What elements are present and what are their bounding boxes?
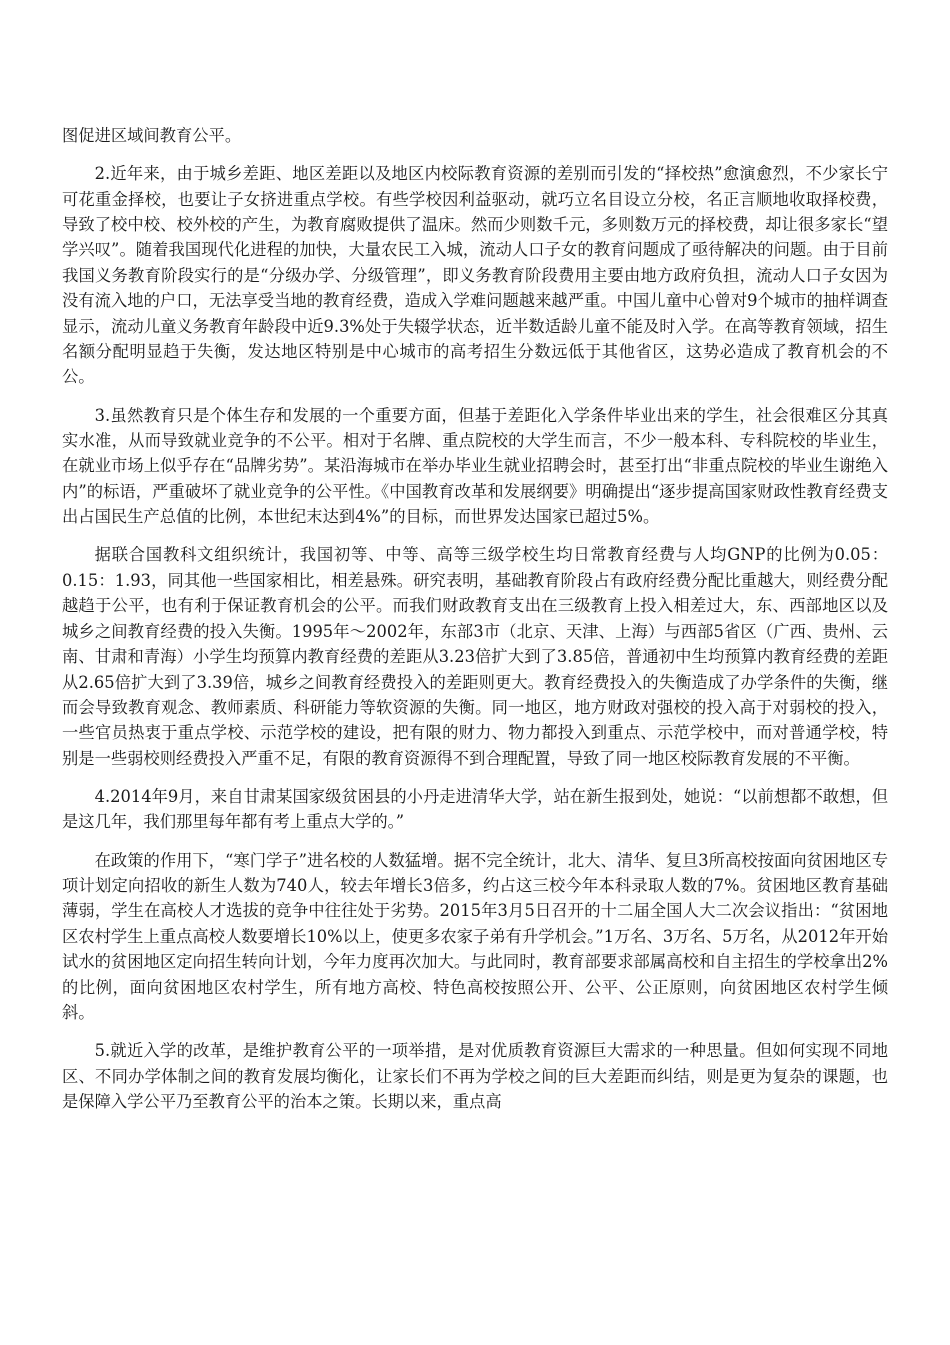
paragraph-policy-effect: 在政策的作用下，“寒门学子”进名校的人数猛增。据不完全统计，北大、清华、复旦3所高校按面向贫困地区专项计划定向招收的新生人数为740人，较去年增长3倍多，约占这三校今年本科录取人数的7%。贫困地区教育基础薄弱，学生在高校人才选拔的竞争中往往处于劣势。2015年3月5日召开的十二届全国人大二次会议指出：“贫困地区农村学生上重点高校人数要增长10%以上，使更多农家子弟有升学机会。”1万名、3万名、5万名，从2012年开始试水的贫困地区定向招生转向计划，今年力度再次加大。与此同时，教育部要求部属高校和自主招生的学校拿出2%的比例，面向贫困地区农村学生，所有地方高校、特色高校按照公开、公平、公正原则，向贫困地区农村学生倾斜。 bbox=[62, 850, 888, 1022]
paragraph-continuation: 图促进区域间教育公平。 bbox=[62, 126, 242, 145]
paragraph-tsinghua-student: 4.2014年9月，来自甘肃某国家级贫困县的小丹走进清华大学，站在新生报到处，她说：“以前想都不敢想，但是这几年，我们那里每年都有考上重点大学的。” bbox=[62, 786, 888, 832]
paragraph-school-choice: 2.近年来，由于城乡差距、地区差距以及地区内校际教育资源的差别而引发的“择校热”愈演愈烈，不少家长宁可花重金择校，也要让子女挤进重点学校。有些学校因利益驱动，就巧立名目设立分校，名正言顺地收取择校费，导致了校中校、校外校的产生，为教育腐败提供了温床。然而少则数千元，多则数万元的择校费，却让很多家长“望学兴叹”。随着我国现代化进程的加快，大量农民工入城，流动人口子女的教育问题成了亟待解决的问题。由于目前我国义务教育阶段实行的是“分级办学、分级管理”，即义务教育阶段费用主要由地方政府负担，流动人口子女因为没有流入地的户口，无法享受当地的教育经费，造成入学难问题越来越严重。中国儿童中心曾对9个城市的抽样调查显示，流动儿童义务教育年龄段中近9.3%处于失辍学状态，近半数适龄儿童不能及时入学。在高等教育领域，招生名额分配明显趋于失衡，发达地区特别是中心城市的高考招生分数远低于其他省区，这势必造成了教育机会的不公。 bbox=[62, 164, 888, 387]
paragraph-employment-fairness: 3.虽然教育只是个体生存和发展的一个重要方面，但基于差距化入学条件毕业出来的学生，社会很难区分其真实水准，从而导致就业竞争的不公平。相对于名牌、重点院校的大学生而言，不少一般本科、专科院校的毕业生，在就业市场上似乎存在“品牌劣势”。某沿海城市在举办毕业生就业招聘会时，甚至打出“非重点院校的毕业生谢绝入内”的标语，严重破坏了就业竞争的公平性。《中国教育改革和发展纲要》明确提出“逐步提高国家财政性教育经费支出占国民生产总值的比例，本世纪末达到4%”的目标，而世界发达国家已超过5%。 bbox=[62, 405, 888, 527]
document-body bbox=[62, 123, 888, 1127]
paragraph-funding-statistics: 据联合国教科文组织统计，我国初等、中等、高等三级学校生均日常教育经费与人均GNP的比例为0.05：0.15：1.93，同其他一些国家相比，相差悬殊。研究表明，基础教育阶段占有政府经费分配比重越大，则经费分配越趋于公平，也有利于保证教育机会的公平。而我们财政教育支出在三级教育上投入相差过大，东、西部地区以及城乡之间教育经费的投入失衡。1995年～2002年，东部3市（北京、天津、上海）与西部5省区（广西、贵州、云南、甘肃和青海）小学生均预算内教育经费的差距从3.23倍扩大到了3.85倍，普通初中生均预算内教育经费的差距从2.65倍扩大到了3.39倍，城乡之间教育经费投入的差距则更大。教育经费投入的失衡造成了办学条件的失衡，继而会导致教育观念、教师素质、科研能力等软资源的失衡。同一地区，地方财政对强校的投入高于对弱校的投入，一些官员热衷于重点学校、示范学校的建设，把有限的财力、物力都投入到重点、示范学校中，而对普通学校，特别是一些弱校则经费投入严重不足，有限的教育资源得不到合理配置，导致了同一地区校际教育发展的不平衡。 bbox=[62, 545, 888, 768]
paragraph-nearby-enrollment: 5.就近入学的改革，是维护教育公平的一项举措，是对优质教育资源巨大需求的一种思量。但如何实现不同地区、不同办学体制之间的教育发展均衡化，让家长们不再为学校之间的巨大差距而纠结，则是更为复杂的课题，也是保障入学公平乃至教育公平的治本之策。长期以来，重点高 bbox=[62, 1041, 888, 1111]
